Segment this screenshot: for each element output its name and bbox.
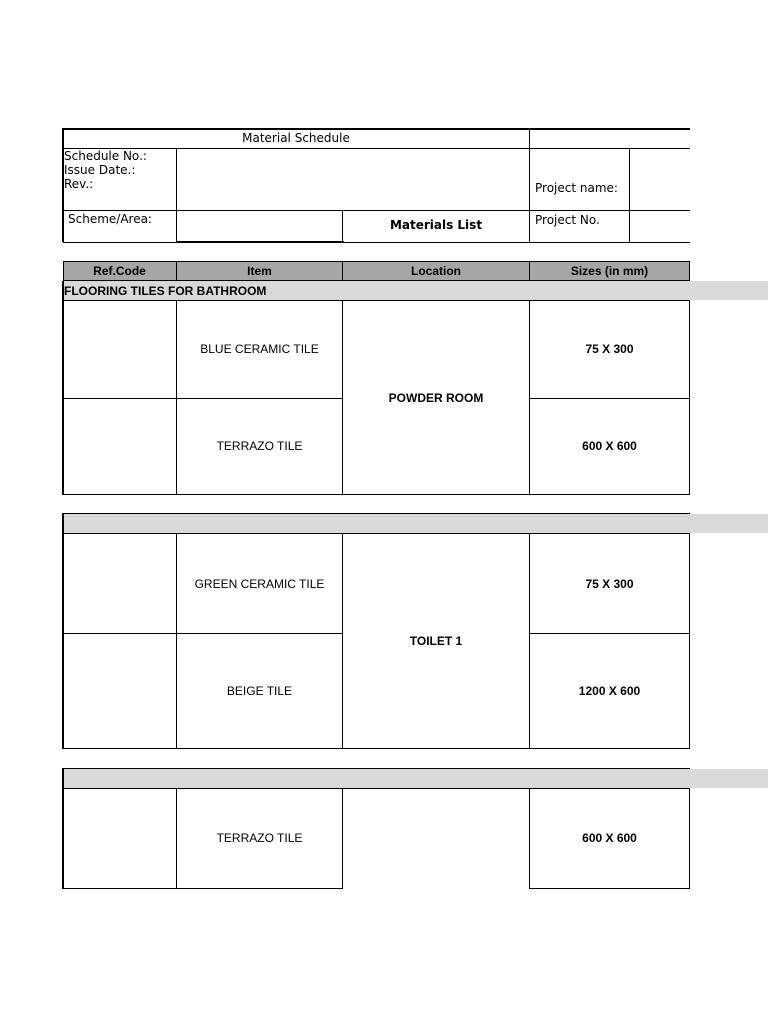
header-divider-v (529, 128, 530, 242)
section-title-band (63, 769, 768, 788)
table-border (63, 768, 690, 769)
table-border (62, 513, 64, 749)
header-divider-v (629, 148, 630, 242)
size-cell: 600 X 600 (582, 439, 637, 453)
table-border (176, 533, 177, 749)
location-cell: TOILET 1 (409, 634, 463, 648)
column-header-item: Item (247, 264, 272, 278)
table-border (529, 300, 530, 495)
table-border (342, 788, 343, 889)
section-title: FLOORING TILES FOR BATHROOM (64, 284, 267, 298)
item-cell: GREEN CERAMIC TILE (194, 577, 325, 591)
header-divider (63, 148, 690, 149)
table-border (689, 300, 690, 495)
table-border (529, 633, 690, 634)
table-border (176, 300, 177, 495)
scheme-area-label: Scheme/Area: (68, 212, 152, 226)
table-border (529, 533, 530, 749)
table-border (63, 494, 690, 495)
table-border (529, 888, 690, 889)
table-border (63, 533, 690, 534)
project-no-label: Project No. (535, 213, 600, 227)
header-divider (63, 242, 690, 243)
table-border (689, 533, 690, 749)
table-border (62, 768, 64, 889)
schedule-no-label: Schedule No.: (64, 149, 147, 163)
table-border (63, 788, 690, 789)
size-cell: 75 X 300 (585, 577, 634, 591)
table-border (63, 300, 690, 301)
size-cell: 75 X 300 (585, 342, 634, 356)
column-header-border (689, 261, 690, 281)
schedule-title: Material Schedule (242, 131, 350, 145)
table-border (62, 281, 64, 495)
item-cell: BLUE CERAMIC TILE (200, 342, 319, 356)
item-cell: TERRAZO TILE (216, 831, 303, 845)
header-divider (63, 210, 690, 211)
table-border (63, 748, 690, 749)
column-header-location: Location (411, 264, 461, 278)
table-border (63, 513, 690, 514)
header-divider-v (176, 148, 177, 242)
header-top-border (62, 128, 690, 130)
project-name-label: Project name: (535, 181, 618, 195)
size-cell: 600 X 600 (582, 831, 637, 845)
section-title-band (63, 514, 768, 533)
table-border (63, 398, 343, 399)
table-border (529, 398, 690, 399)
column-header-border (63, 261, 690, 262)
size-cell: 1200 X 600 (578, 684, 641, 698)
table-border (63, 888, 343, 889)
materials-list-label: Materials List (389, 218, 483, 232)
item-cell: TERRAZO TILE (216, 439, 303, 453)
table-border (63, 633, 343, 634)
rev-label: Rev.: (64, 177, 94, 191)
table-border (689, 788, 690, 889)
location-cell: POWDER ROOM (388, 391, 484, 405)
column-header-sizes: Sizes (in mm) (570, 264, 649, 278)
item-cell: BEIGE TILE (226, 684, 293, 698)
issue-date-label: Issue Date.: (64, 163, 136, 177)
column-header-ref-code: Ref.Code (93, 264, 146, 278)
